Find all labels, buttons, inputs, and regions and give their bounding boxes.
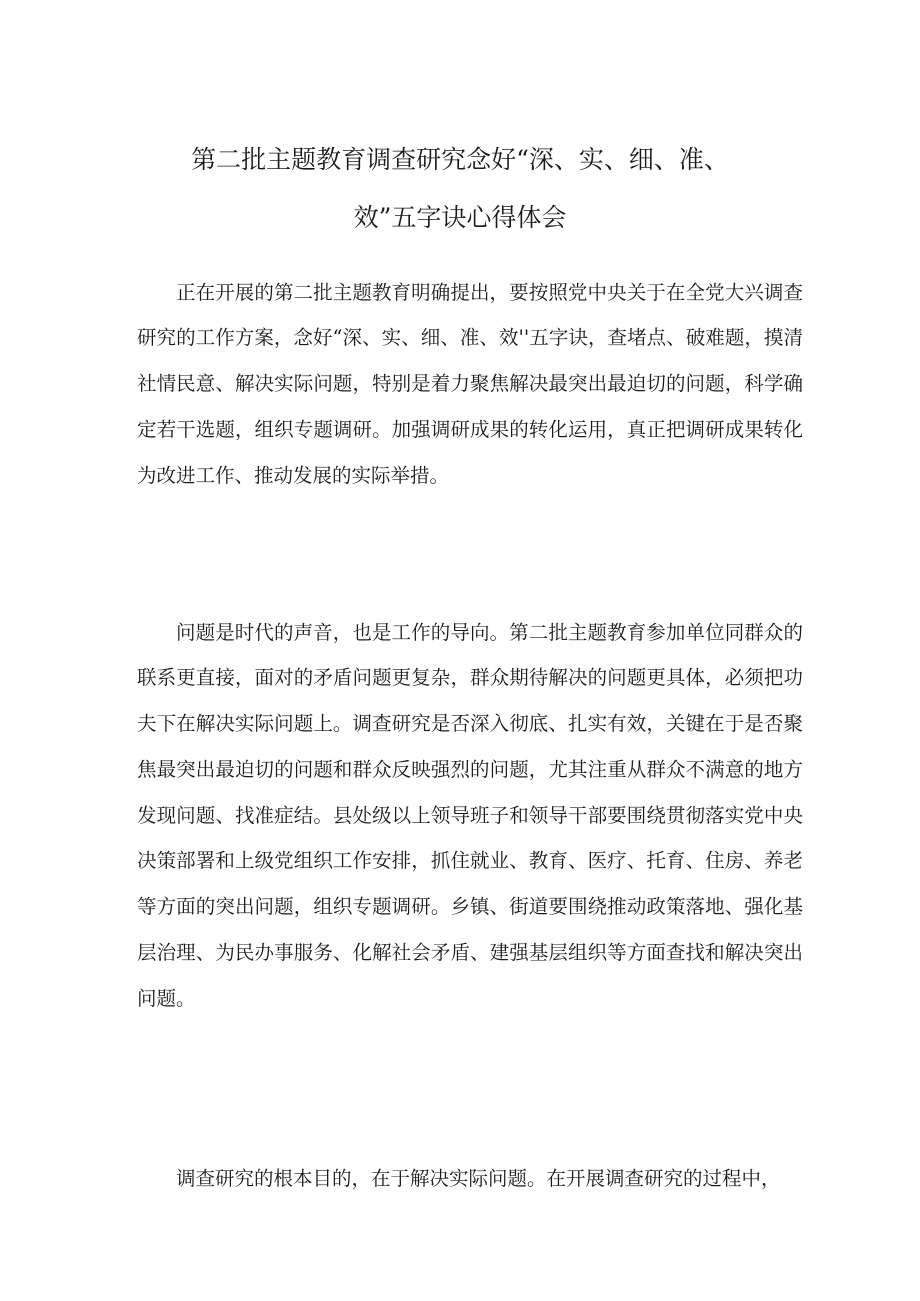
paragraph-2: 问题是时代的声音，也是工作的导向。第二批主题教育参加单位同群众的联系更直接，面对的矛盾问题更复杂，群众期待解决的问题更具体，必须把功夫下在解决实际问题上。调查研究是否深入彻底、扎实有效，关键在于是否聚焦最突出最迫切的问题和群众反映强烈的问题，尤其注重从群众不满意的地方发现问题、找准症结。县处级以上领导班子和领导干部要围绕贯彻落实党中央决策部署和上级党组织工作安排，抓住就业、教育、医疗、托育、住房、养老等方面的突出问题，组织专题调研。乡镇、街道要围绕推动政策落地、强化基层治理、为民办事服务、化解社会矛盾、建强基层组织等方面查找和解决突出问题。 [137, 620, 803, 1010]
paragraph-1: 正在开展的第二批主题教育明确提出，要按照党中央关于在全党大兴调查研究的工作方案，念好“深、实、细、准、效''五字诀，查堵点、破难题，摸清社情民意、解决实际问题，特别是着力聚焦解决最突出最迫切的问题，科学确定若干选题，组织专题调研。加强调研成果的转化运用，真正把调研成果转化为改进工作、推动发展的实际举措。 [137, 280, 803, 487]
paragraph-3: 调查研究的根本目的，在于解决实际问题。在开展调查研究的过程中， [176, 1166, 781, 1190]
document-title-line-1: 第二批主题教育调查研究念好“深、实、细、准、 [191, 145, 729, 174]
document-title-line-2: 效”五字诀心得体会 [353, 203, 567, 232]
